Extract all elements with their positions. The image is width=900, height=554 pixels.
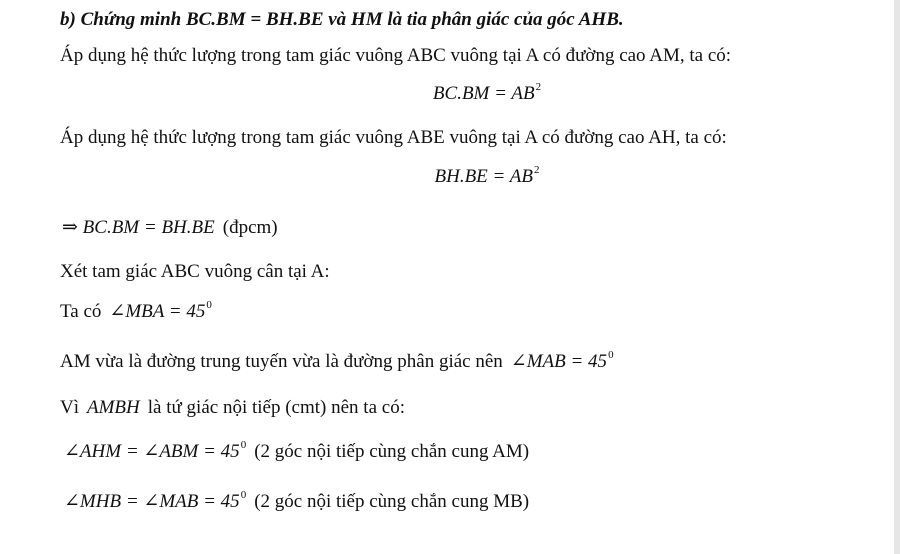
line-5-text: AM vừa là đường trung tuyến vừa là đường phân giác nên xyxy=(60,351,503,372)
conclusion-math: ⇒ BC.BM = BH.BE xyxy=(62,217,215,238)
line-4-exponent: 0 xyxy=(206,299,212,311)
paragraph-line-8 xyxy=(64,490,529,516)
equation-1-exponent: 2 xyxy=(535,81,542,93)
paragraph-line-5 xyxy=(60,350,614,376)
line-6-math: AMBH xyxy=(87,397,140,418)
paragraph-line-7 xyxy=(64,440,529,466)
paragraph-line-2: Áp dụng hệ thức lượng trong tam giác vuông ABE vuông tại A có đường cao AH, ta có: xyxy=(60,127,727,148)
paragraph-line-3: Xét tam giác ABC vuông cân tại A: xyxy=(60,261,330,282)
equation-2-exponent: 2 xyxy=(533,164,540,176)
line-7-math: ∠AHM = ∠ABM = 45 xyxy=(64,441,240,462)
line-7-exponent: 0 xyxy=(240,439,247,451)
paragraph-line-6 xyxy=(60,396,405,420)
line-8-exponent: 0 xyxy=(240,489,247,501)
line-6-post: là tứ giác nội tiếp (cmt) nên ta có: xyxy=(147,397,405,418)
paragraph-line-1: Áp dụng hệ thức lượng trong tam giác vuông ABC vuông tại A có đường cao AM, ta có: xyxy=(60,45,732,66)
line-8-text: (2 góc nội tiếp cùng chắn cung MB) xyxy=(254,491,530,512)
conclusion-line xyxy=(62,216,278,240)
line-6-pre: Vì xyxy=(60,397,79,418)
line-4-text: Ta có xyxy=(60,301,102,322)
paragraph-line-4 xyxy=(60,300,212,326)
equation-2 xyxy=(0,165,900,191)
equation-1 xyxy=(0,82,900,108)
section-heading: b) Chứng minh BC.BM = BH.BE và HM là tia phân giác của góc AHB. xyxy=(60,9,624,30)
conclusion-text: (đpcm) xyxy=(222,217,278,238)
equation-1-lhs: BC.BM = AB xyxy=(432,83,535,104)
equation-2-lhs: BH.BE = AB xyxy=(434,166,533,187)
line-4-math: ∠MBA = 45 xyxy=(109,301,206,322)
line-7-text: (2 góc nội tiếp cùng chắn cung AM) xyxy=(254,441,530,462)
line-5-exponent: 0 xyxy=(608,349,614,361)
line-5-math: ∠MAB = 45 xyxy=(510,351,608,372)
line-8-math: ∠MHB = ∠MAB = 45 xyxy=(64,491,240,512)
